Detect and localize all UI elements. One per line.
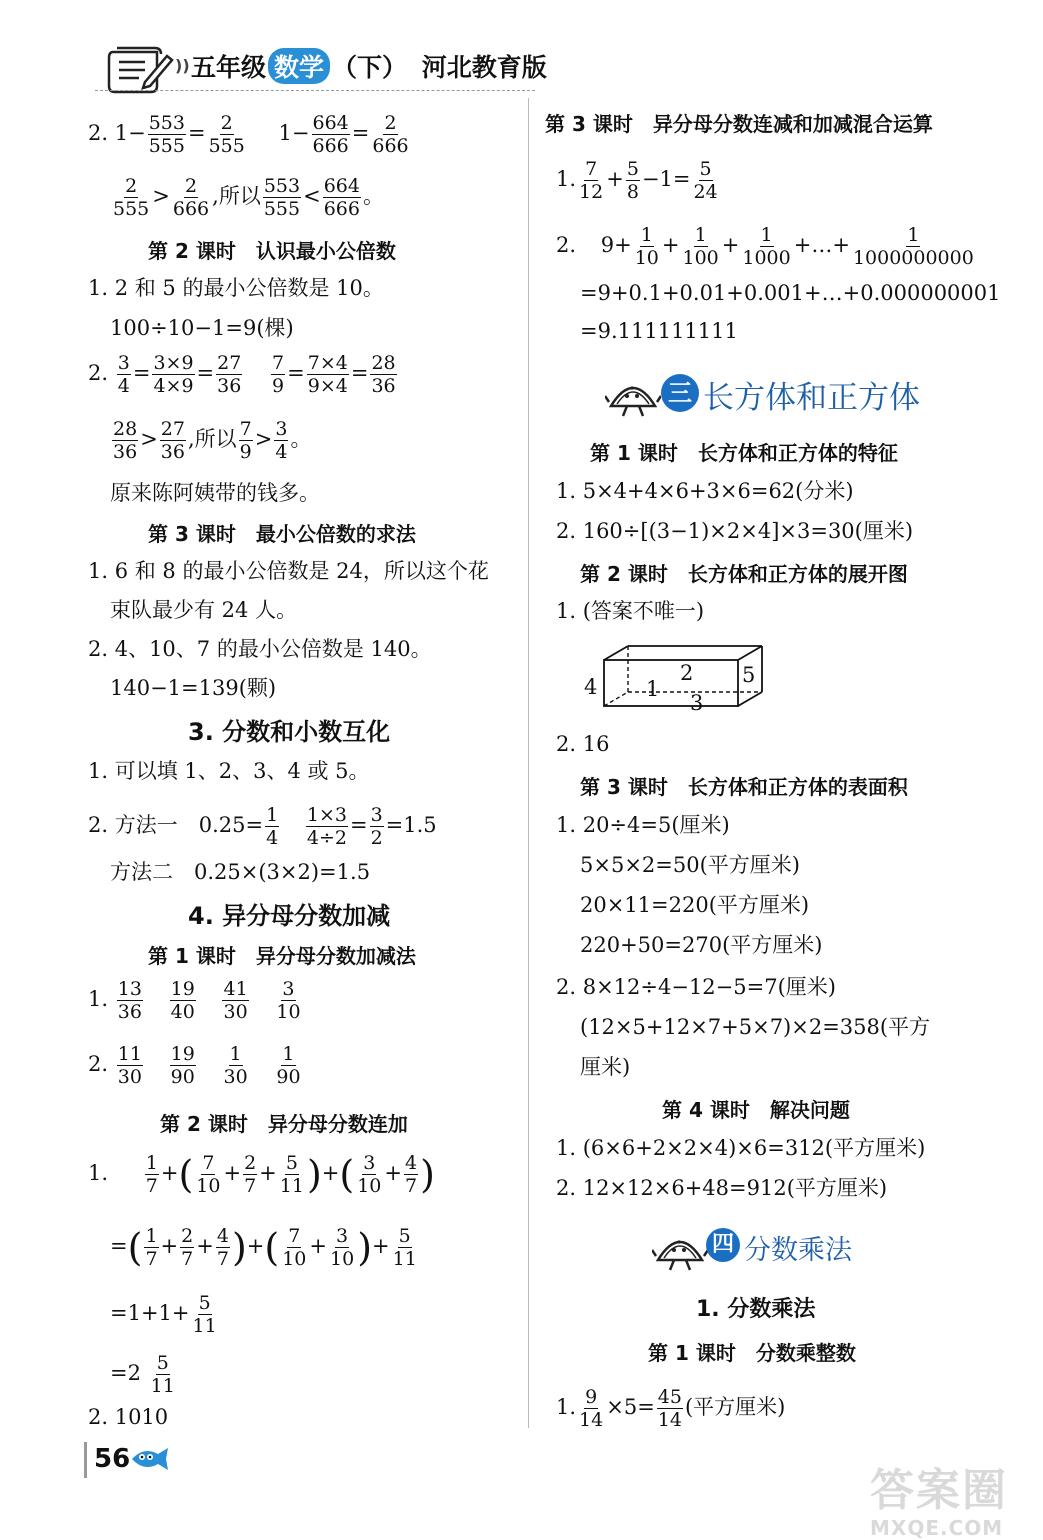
answer-line: 2. 16 bbox=[556, 732, 610, 756]
answer-line: 1. (6×6+2×2×4)×6=312(平方厘米) bbox=[556, 1136, 926, 1160]
chapter-title: 4. 异分母分数加减 bbox=[188, 902, 391, 930]
box-label: 5 bbox=[742, 663, 756, 687]
unit-title: 分数乘法 bbox=[744, 1235, 852, 1266]
fraction: $\frac{553}{555}$ bbox=[148, 112, 185, 157]
fish-mascot-icon bbox=[130, 1446, 170, 1472]
fraction: $\frac{664}{666}$ bbox=[323, 175, 360, 220]
header bbox=[95, 40, 547, 100]
answer-line: 140−1=139(颗) bbox=[110, 676, 277, 700]
lesson-title: 第 1 课时 分数乘整数 bbox=[648, 1341, 856, 1365]
scroll-pencil-icon bbox=[105, 42, 175, 97]
box-label: 1 bbox=[646, 677, 660, 701]
answer-line: 1. 2 和 5 的最小公倍数是 10。 bbox=[88, 276, 384, 300]
box-label: 4 bbox=[584, 675, 598, 699]
sum-line-4: =2 $\frac{5}{11}$ bbox=[110, 1352, 175, 1397]
answer-line: =9+0.1+0.01+0.001+…+0.000000001 bbox=[580, 281, 1001, 305]
fraction: $\frac{2}{666}$ bbox=[372, 112, 409, 157]
box-label: 2 bbox=[680, 661, 694, 685]
answer-line: 2. 1010 bbox=[88, 1405, 169, 1429]
unit-banner bbox=[605, 362, 925, 426]
page-number: 56 bbox=[94, 1444, 131, 1474]
lesson-title: 第 3 课时 长方体和正方体的表面积 bbox=[580, 775, 908, 799]
cuboid-diagram bbox=[578, 640, 778, 720]
sum-line-2: =( $\frac{1}{7}$ + $\frac{2}{7}$ + $\frac{4}{7}$ )+( $\frac{7}{10}$ + $\frac{3}{10}$ )+ $\frac{5}{11}$ bbox=[110, 1225, 417, 1270]
answer-line: 厘米) bbox=[580, 1055, 631, 1079]
left-line-s2cmp: $\frac{28}{36}$ > $\frac{27}{36}$ ,所以 $\frac{7}{9}$ > $\frac{3}{4}$ 。 bbox=[113, 418, 312, 463]
answer-line: 2. 4、10、7 的最小公倍数是 140。 bbox=[88, 637, 432, 661]
answer-line: 1. 20÷4=5(厘米) bbox=[556, 813, 730, 837]
answer-line: 方法二 0.25×(3×2)=1.5 bbox=[110, 860, 371, 884]
left-line-ch3q2: 2. 方法一 0.25= $\frac{1}{4}$ $\frac{1\times 3}{4\div 2}$ = $\frac{3}{2}$ =1.5 bbox=[88, 804, 437, 849]
header-underline bbox=[95, 90, 535, 92]
unit-title: 长方体和正方体 bbox=[703, 380, 920, 416]
left-line-1: 2. 1− $\frac{553}{555}$ = $\frac{2}{555}$ 1− $\frac{664}{666}$ = $\frac{2}{666}$ bbox=[88, 112, 409, 157]
lesson-title: 第 3 课时 异分母分数连减和加减混合运算 bbox=[545, 112, 933, 136]
watermark-url: MXQE.COM bbox=[870, 1516, 1004, 1540]
answer-line: 220+50=270(平方厘米) bbox=[580, 933, 823, 957]
answer-line: 原来陈阿姨带的钱多。 bbox=[110, 481, 320, 505]
right-line-q2: 2. 9+ $\frac{1}{10}$ + $\frac{1}{100}$ + $\frac{1}{1000}$ +…+ $\frac{1}{1000000000}$ bbox=[556, 224, 974, 269]
answer-line: 5×5×2=50(平方厘米) bbox=[580, 853, 800, 877]
answer-line: 20×11=220(平方厘米) bbox=[580, 893, 810, 917]
answer-line: 1. 可以填 1、2、3、4 或 5。 bbox=[88, 759, 370, 783]
lesson-title: 第 4 课时 解决问题 bbox=[662, 1098, 850, 1122]
answer-line: =9.111111111 bbox=[580, 319, 738, 343]
lesson-title: 第 1 课时 异分母分数加减法 bbox=[148, 944, 416, 968]
watermelon-mascot-icon bbox=[605, 366, 661, 420]
book-title bbox=[191, 48, 547, 84]
edition-label: 河北教育版 bbox=[421, 53, 547, 82]
fraction-list: 1. $\frac{13}{36}$ $\frac{19}{40}$ $\frac{41}{30}$ $\frac{3}{10}$ bbox=[88, 978, 301, 1023]
sum-line-1: 1. $\frac{1}{7}$ +( $\frac{7}{10}$ + $\frac{2}{7}$ + $\frac{5}{11}$ )+( $\frac{3}{10}$ + $\frac{4}{7}$ ) bbox=[88, 1152, 435, 1197]
chapter-title: 1. 分数乘法 bbox=[696, 1297, 816, 1322]
fraction: $\frac{664}{666}$ bbox=[312, 112, 349, 157]
right-line-q1: 1. $\frac{7}{12}$ + $\frac{5}{8}$ −1= $\frac{5}{24}$ bbox=[556, 158, 718, 203]
answer-line: 1. 5×4+4×6+3×6=62(分米) bbox=[556, 479, 854, 503]
watermark bbox=[870, 1454, 1008, 1540]
answer-line: 2. 12×12×6+48=912(平方厘米) bbox=[556, 1176, 888, 1200]
lesson-title: 第 3 课时 最小公倍数的求法 bbox=[148, 522, 416, 546]
answer-line: 束队最少有 24 人。 bbox=[110, 598, 298, 622]
chapter-title: 3. 分数和小数互化 bbox=[188, 718, 391, 746]
answer-line: 100÷10−1=9(棵) bbox=[110, 316, 294, 340]
answer-line: 2. 8×12÷4−12−5=7(厘米) bbox=[556, 975, 836, 999]
answer-line: 2. 160÷[(3−1)×2×4]×3=30(厘米) bbox=[556, 519, 914, 543]
box-label: 3 bbox=[690, 691, 704, 715]
lesson-title: 第 1 课时 长方体和正方体的特征 bbox=[590, 441, 898, 465]
unit-number-badge: 四 bbox=[706, 1228, 740, 1262]
lesson-title: 第 2 课时 认识最小公倍数 bbox=[148, 239, 396, 263]
term-label: （下） bbox=[332, 53, 408, 82]
answer-line: 1. (答案不唯一) bbox=[556, 599, 705, 623]
answer-line: (12×5+12×7+5×7)×2=358(平方 bbox=[580, 1015, 931, 1039]
fraction-list: 2. $\frac{11}{30}$ $\frac{19}{90}$ $\frac{1}{30}$ $\frac{1}{90}$ bbox=[88, 1043, 301, 1088]
subject-badge: 数学 bbox=[268, 48, 330, 84]
lesson-title: 第 2 课时 异分母分数连加 bbox=[160, 1112, 408, 1136]
column-divider bbox=[528, 98, 529, 1428]
answer-line: 1. 6 和 8 的最小公倍数是 24，所以这个花 bbox=[88, 559, 489, 583]
left-line-2: $\frac{2}{555}$ > $\frac{2}{666}$ ,所以 $\frac{553}{555}$ < $\frac{664}{666}$ 。 bbox=[113, 175, 384, 220]
sum-line-3: =1+1+ $\frac{5}{11}$ bbox=[110, 1292, 217, 1337]
unit-number-badge: 三 bbox=[661, 374, 699, 412]
right-line-u4s1: 1. $\frac{9}{14}$ ×5= $\frac{45}{14}$ (平方厘米) bbox=[556, 1386, 786, 1431]
fraction: $\frac{2}{555}$ bbox=[113, 175, 150, 220]
left-line-s2q2: 2. $\frac{3}{4}$ = $\frac{3\times 9}{4\times 9}$ = $\frac{27}{36}$ $\frac{7}{9}$ = $\frac{7\times 4}{9\times 4}$ = $\frac{28}{36}$ bbox=[88, 352, 396, 397]
fraction: $\frac{2}{666}$ bbox=[172, 175, 210, 220]
watermelon-mascot-icon bbox=[652, 1220, 708, 1274]
fraction: $\frac{2}{555}$ bbox=[208, 112, 245, 157]
sound-marks-icon: )) bbox=[175, 56, 190, 75]
grade-label: 五年级 bbox=[191, 53, 267, 82]
watermark-logo-text: 答案圈 bbox=[870, 1465, 1008, 1516]
page-number-bar bbox=[84, 1442, 87, 1478]
fraction: $\frac{553}{555}$ bbox=[263, 175, 301, 220]
lesson-title: 第 2 课时 长方体和正方体的展开图 bbox=[580, 562, 908, 586]
unit-banner bbox=[652, 1216, 892, 1280]
